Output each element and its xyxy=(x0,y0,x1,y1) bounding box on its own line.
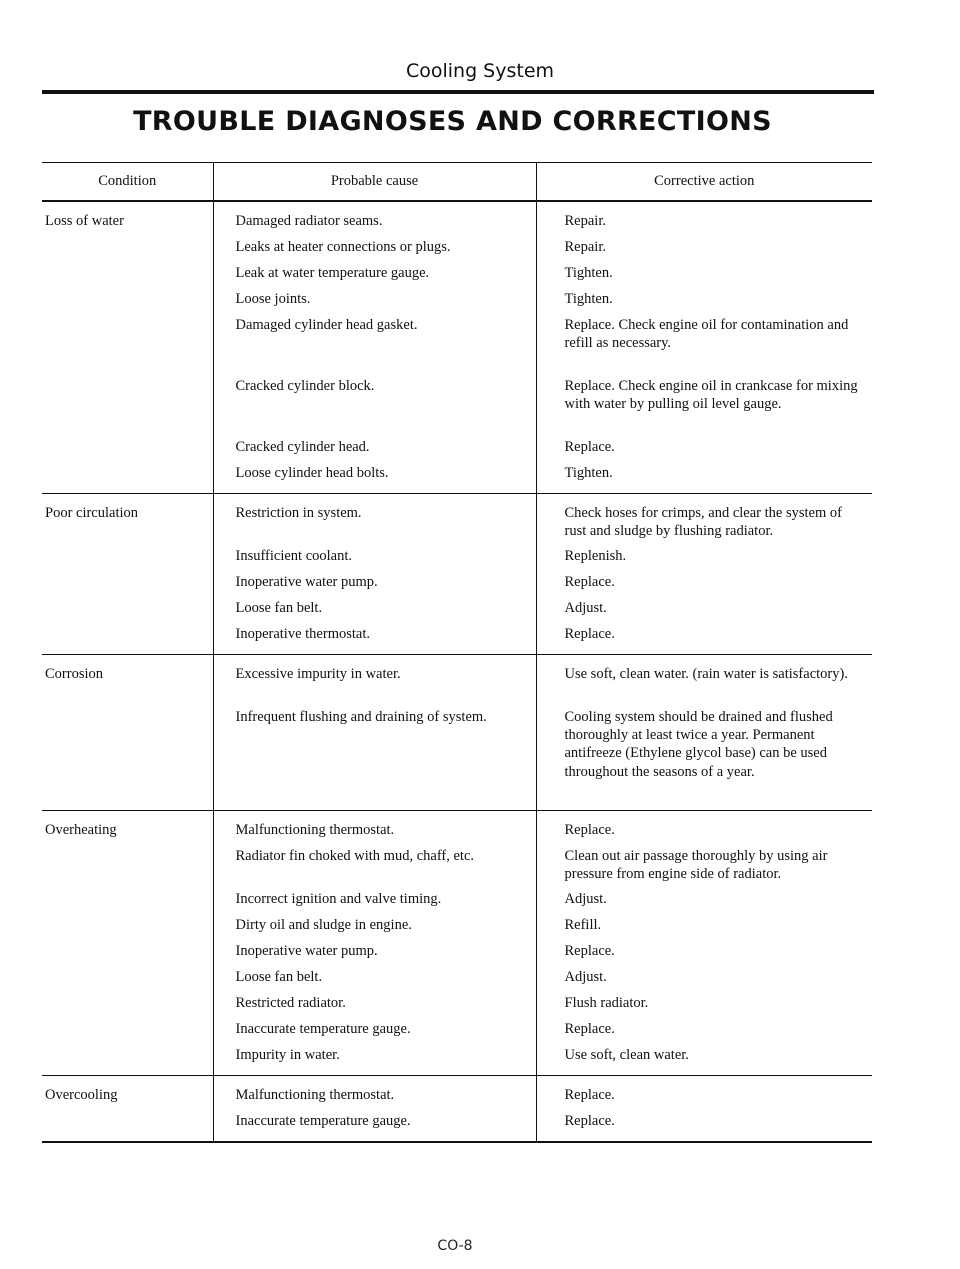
action-item: Flush radiator. xyxy=(564,995,649,1012)
cause-item: Incorrect ignition and valve timing. xyxy=(235,891,442,908)
cause-item: Loose fan belt. xyxy=(235,600,323,617)
action-item: Replace. xyxy=(564,574,615,591)
action-item: Replace. xyxy=(564,439,615,456)
condition-label: Poor circulation xyxy=(45,505,139,522)
cause-cell xyxy=(213,811,536,1076)
section-title: Cooling System xyxy=(405,60,555,82)
table-row xyxy=(42,1076,872,1143)
action-cell xyxy=(536,655,872,811)
cause-item: Impurity in water. xyxy=(235,1047,340,1064)
cause-item: Cracked cylinder head. xyxy=(235,439,370,456)
table-row xyxy=(42,655,872,811)
cause-item: Loose fan belt. xyxy=(235,969,323,986)
condition-label: Loss of water xyxy=(45,213,124,230)
action-cell xyxy=(536,1076,872,1143)
cause-item: Malfunctioning thermostat. xyxy=(235,1087,395,1104)
page-number: CO-8 xyxy=(437,1238,473,1254)
action-item: Use soft, clean water. xyxy=(564,1047,689,1064)
action-item: Cooling system should be drained and flushed thoroughly at least twice a year. Permanent antifreeze (Ethylene glycol base) can be used throughout the seasons of a year. xyxy=(564,709,833,780)
action-item: Replace. Check engine oil for contamination and refill as necessary. xyxy=(564,317,849,352)
condition-label: Corrosion xyxy=(45,666,103,683)
action-item: Refill. xyxy=(564,917,602,934)
action-cell xyxy=(536,811,872,1076)
cause-item: Loose joints. xyxy=(235,291,311,308)
cause-item: Infrequent flushing and draining of system. xyxy=(235,709,487,726)
column-header-probable-cause: Probable cause xyxy=(213,163,536,202)
table-row xyxy=(42,494,872,655)
action-item: Repair. xyxy=(564,239,606,256)
cause-item: Inaccurate temperature gauge. xyxy=(235,1113,411,1130)
action-item: Adjust. xyxy=(564,969,607,986)
cause-item: Radiator fin choked with mud, chaff, etc. xyxy=(235,848,475,865)
table-header-row xyxy=(42,163,872,202)
column-header-condition: Condition xyxy=(42,163,213,202)
condition-cell xyxy=(42,655,213,811)
action-item: Tighten. xyxy=(564,291,613,308)
cause-item: Leaks at heater connections or plugs. xyxy=(235,239,451,256)
trouble-diagnosis-table xyxy=(42,162,872,1143)
action-item: Tighten. xyxy=(564,465,613,482)
condition-cell xyxy=(42,201,213,494)
action-item: Adjust. xyxy=(564,600,607,617)
action-item: Use soft, clean water. (rain water is satisfactory). xyxy=(564,666,848,683)
cause-cell xyxy=(213,655,536,811)
action-item: Replace. xyxy=(564,1021,615,1038)
cause-item: Restricted radiator. xyxy=(235,995,346,1012)
cause-item: Insufficient coolant. xyxy=(235,548,353,565)
action-item: Replace. Check engine oil in crankcase for mixing with water by pulling oil level gauge. xyxy=(564,378,858,413)
cause-cell xyxy=(213,201,536,494)
action-item: Replace. xyxy=(564,626,615,643)
cause-item: Excessive impurity in water. xyxy=(235,666,401,683)
action-cell xyxy=(536,201,872,494)
cause-item: Inoperative thermostat. xyxy=(235,626,370,643)
cause-cell xyxy=(213,494,536,655)
action-item: Replace. xyxy=(564,943,615,960)
condition-cell xyxy=(42,811,213,1076)
cause-item: Loose cylinder head bolts. xyxy=(235,465,389,482)
cause-item: Leak at water temperature gauge. xyxy=(235,265,430,282)
cause-item: Restriction in system. xyxy=(235,505,362,522)
table-row xyxy=(42,811,872,1076)
action-item: Repair. xyxy=(564,213,606,230)
condition-cell xyxy=(42,494,213,655)
action-item: Clean out air passage thoroughly by using air pressure from engine side of radiator. xyxy=(564,848,828,883)
action-cell xyxy=(536,494,872,655)
cause-item: Inoperative water pump. xyxy=(235,943,378,960)
condition-label: Overheating xyxy=(45,822,117,839)
diagnosis-table-container xyxy=(42,162,872,1143)
action-item: Replace. xyxy=(564,822,615,839)
cause-item: Damaged cylinder head gasket. xyxy=(235,317,418,334)
action-item: Tighten. xyxy=(564,265,613,282)
cause-item: Malfunctioning thermostat. xyxy=(235,822,395,839)
action-item: Replace. xyxy=(564,1087,615,1104)
column-header-corrective-action: Corrective action xyxy=(536,163,872,202)
title-rule xyxy=(42,90,874,94)
cause-cell xyxy=(213,1076,536,1143)
cause-item: Damaged radiator seams. xyxy=(235,213,383,230)
page-heading: TROUBLE DIAGNOSES AND CORRECTIONS xyxy=(133,106,772,137)
cause-item: Cracked cylinder block. xyxy=(235,378,375,395)
action-item: Check hoses for crimps, and clear the system of rust and sludge by flushing radiator. xyxy=(564,505,842,540)
cause-item: Dirty oil and sludge in engine. xyxy=(235,917,412,934)
table-row xyxy=(42,201,872,494)
action-item: Replace. xyxy=(564,1113,615,1130)
cause-item: Inoperative water pump. xyxy=(235,574,378,591)
condition-cell xyxy=(42,1076,213,1143)
action-item: Adjust. xyxy=(564,891,607,908)
cause-item: Inaccurate temperature gauge. xyxy=(235,1021,411,1038)
condition-label: Overcooling xyxy=(45,1087,118,1104)
action-item: Replenish. xyxy=(564,548,627,565)
